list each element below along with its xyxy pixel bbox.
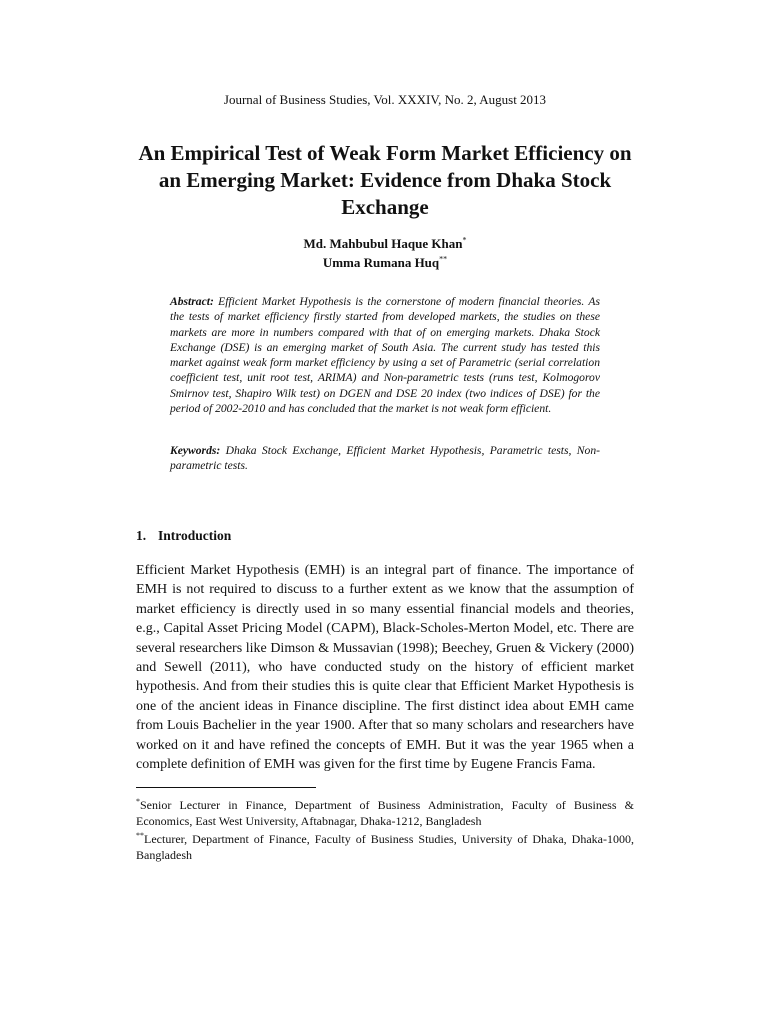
journal-header: Journal of Business Studies, Vol. XXXIV, No. 2, August 2013 [223,92,547,107]
author-2 [0,253,770,272]
footnote-1 [136,797,634,829]
author-1-mark: * [462,235,467,245]
footnote-1-text: Senior Lecturer in Finance, Department of Business Administration, Faculty of Business & Economics, East West University, Aftabnagar, Dhaka-1212, Bangladesh [136,798,634,828]
footnote-2-text: Lecturer, Department of Finance, Faculty of Business Studies, University of Dhaka, Dhaka-1000, Bangladesh [136,832,634,862]
author-1-name: Md. Mahbubul Haque Khan [303,236,463,251]
section-number: 1. [136,528,147,543]
abstract [170,294,600,416]
keywords-label: Keywords: [170,444,221,457]
keywords-text: Dhaka Stock Exchange, Efficient Market Hypothesis, Parametric tests, Non-parametric tests. [170,444,600,473]
footnote-2 [136,831,634,863]
abstract-label: Abstract: [170,295,214,308]
author-1 [0,234,770,253]
author-list [0,234,770,272]
author-2-name: Umma Rumana Huq [322,255,440,270]
section-title: Introduction [158,528,232,543]
footnote-1-mark: * [136,797,140,806]
abstract-text: Efficient Market Hypothesis is the cornerstone of modern financial theories. As the tests of market efficiency firstly started from developed markets, the studies on these markets are more in numbers compared with that of on emerging markets. Dhaka Stock Exchange (DSE) is an emerging market of South Asia. The current study has tested this market against weak form market efficiency by using a set of Parametric (serial correlation coefficient test, unit root test, ARIMA) and Non-parametric tests (runs test, Kolmogorov Smirnov test, Shapiro Wilk test) on DGEN and DSE 20 index (two indices of DSE) for the period of 2002-2010 and has concluded that the market is not weak form efficient. [170,295,600,416]
introduction-paragraph: Efficient Market Hypothesis (EMH) is an integral part of finance. The importance of EMH is not required to discuss to a further extent as we know that the assumption of market efficiency is directly used in so many essential financial models and theories, e.g., Capital Asset Pricing Model (CAPM), Black-Scholes-Merton Model, etc. There are several researchers like Dimson & Mussavian (1998); Beechey, Gruen & Vickery (2000) and Sewell (2011), who have conducted study on the history of efficient market hypothesis. And from their studies this is quite clear that Efficient Market Hypothesis is one of the ancient ideas in Finance discipline. The first distinct idea about EMH came from Louis Bachelier in the year 1900. After that so many scholars and researchers have worked on it and have refined the concepts of EMH. But it was the year 1965 when a complete definition of EMH was given for the first time by Eugene Francis Fama. [136,563,634,773]
keywords [170,443,600,474]
section-heading [136,528,231,544]
author-2-mark: ** [439,254,448,264]
footnote-divider [136,787,316,788]
footnote-2-mark: ** [136,831,144,840]
paper-title: An Empirical Test of Weak Form Market Efficiency on an Emerging Market: Evidence from Dhaka Stock Exchange [138,141,632,219]
